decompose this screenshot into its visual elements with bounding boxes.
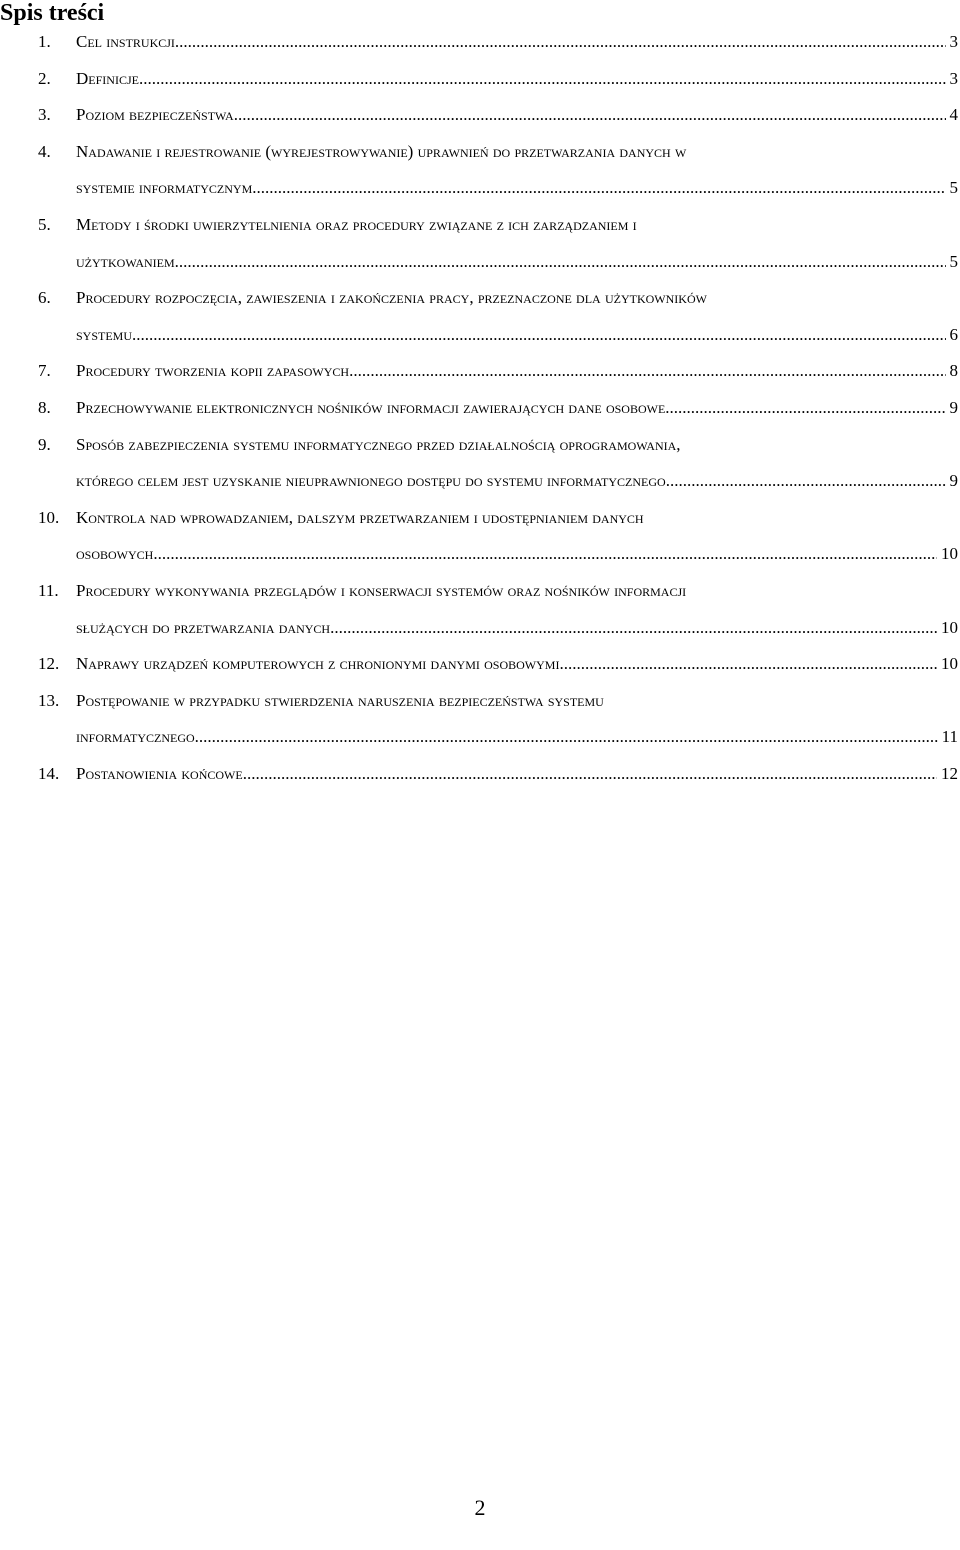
toc-entry-line — [0, 427, 960, 464]
toc-entry-page: 8 — [949, 361, 958, 381]
toc-dot-leader — [234, 97, 946, 134]
toc-entry[interactable] — [0, 500, 960, 573]
toc-entry[interactable] — [0, 134, 960, 207]
toc-entry-number: 4. — [38, 141, 51, 161]
toc-dot-leader — [252, 170, 945, 207]
toc-entry-title: Postanowienia końcowe — [76, 763, 243, 783]
toc-entry-line — [0, 97, 960, 134]
toc-entry-page: 10 — [941, 617, 958, 637]
table-of-contents — [0, 24, 960, 792]
page-number: 2 — [474, 1495, 486, 1520]
toc-entry-title: Cel instrukcji — [76, 32, 175, 51]
toc-entry-number: 10. — [38, 507, 60, 527]
toc-dot-leader — [243, 756, 937, 793]
toc-entry-page: 10 — [941, 654, 958, 674]
toc-entry-line — [0, 463, 960, 500]
toc-entry-number: 8. — [38, 397, 51, 417]
toc-entry-title: Procedury tworzenia kopii zapasowych — [76, 361, 350, 381]
toc-entry-title: Procedury wykonywania przeglądów i konserwacji systemów oraz nośników informacji — [76, 580, 687, 600]
toc-entry-number: 13. — [38, 690, 60, 710]
toc-dot-leader — [175, 24, 946, 61]
toc-entry-line — [0, 756, 960, 793]
toc-entry-title: Definicje — [76, 68, 139, 88]
toc-entry[interactable] — [0, 683, 960, 756]
toc-entry[interactable] — [0, 353, 960, 390]
toc-entry-page: 12 — [941, 763, 958, 783]
toc-entry-number: 14. — [38, 763, 60, 783]
toc-entry-line — [0, 719, 960, 756]
toc-entry-number: 5. — [38, 214, 51, 234]
toc-entry-number: 1. — [38, 32, 51, 51]
toc-entry-line — [0, 390, 960, 427]
toc-dot-leader — [139, 61, 946, 98]
toc-entry-title: systemu — [76, 324, 133, 344]
toc-entry-line — [0, 683, 960, 720]
toc-entry[interactable] — [0, 390, 960, 427]
toc-entry-line — [0, 610, 960, 647]
toc-dot-leader — [153, 536, 937, 573]
toc-entry-page: 10 — [941, 544, 958, 564]
toc-entry-title: którego celem jest uzyskanie nieuprawnionego dostępu do systemu informatycznego — [76, 471, 666, 491]
toc-entry-page: 6 — [949, 324, 958, 344]
toc-dot-leader — [330, 610, 937, 647]
toc-entry[interactable] — [0, 207, 960, 280]
toc-entry-page: 5 — [949, 178, 958, 198]
toc-entry-page: 9 — [949, 471, 958, 491]
toc-entry-line — [0, 61, 960, 98]
toc-entry-number: 3. — [38, 105, 51, 125]
toc-entry-number: 7. — [38, 361, 51, 381]
toc-entry-title: użytkowaniem — [76, 251, 175, 271]
toc-entry-number: 6. — [38, 288, 51, 308]
toc-entry-title: Procedury rozpoczęcia, zawieszenia i zakończenia pracy, przeznaczone dla użytkowników — [76, 288, 707, 308]
toc-entry-title: systemie informatycznym — [76, 178, 253, 198]
toc-dot-leader — [666, 463, 946, 500]
toc-entry[interactable] — [0, 24, 960, 61]
toc-entry-title: Sposób zabezpieczenia systemu informatycznego przed działalnością oprogramowania, — [76, 434, 681, 454]
toc-dot-leader — [195, 719, 938, 756]
toc-entry-page: 3 — [949, 32, 958, 51]
toc-entry-title: Naprawy urządzeń komputerowych z chronionymi danymi osobowymi — [76, 654, 560, 674]
toc-entry-title: Postępowanie w przypadku stwierdzenia naruszenia bezpieczeństwa systemu — [76, 690, 604, 710]
toc-entry[interactable] — [0, 573, 960, 646]
toc-entry-number: 11. — [38, 580, 59, 600]
toc-entry[interactable] — [0, 427, 960, 500]
toc-entry-line — [0, 244, 960, 281]
toc-entry-page: 5 — [949, 251, 958, 271]
toc-entry-line — [0, 353, 960, 390]
toc-dot-leader — [175, 244, 946, 281]
toc-entry-line — [0, 536, 960, 573]
toc-entry[interactable] — [0, 646, 960, 683]
toc-entry-line — [0, 500, 960, 537]
toc-entry-page: 11 — [941, 727, 958, 747]
toc-dot-leader — [349, 353, 945, 390]
toc-entry-line — [0, 170, 960, 207]
toc-entry-title: Nadawanie i rejestrowanie (wyrejestrowywanie) uprawnień do przetwarzania danych w — [76, 141, 687, 161]
toc-entry[interactable] — [0, 756, 960, 793]
toc-entry-line — [0, 24, 960, 61]
toc-entry-title: Przechowywanie elektronicznych nośników informacji zawierających dane osobowe — [76, 397, 666, 417]
toc-entry-line — [0, 573, 960, 610]
toc-entry-number: 9. — [38, 434, 51, 454]
toc-entry-title: Metody i środki uwierzytelnienia oraz procedury związane z ich zarządzaniem i — [76, 214, 637, 234]
toc-entry-title: informatycznego — [76, 727, 195, 747]
toc-dot-leader — [132, 317, 945, 354]
toc-entry-page: 9 — [949, 397, 958, 417]
toc-entry[interactable] — [0, 61, 960, 98]
toc-entry-title: służących do przetwarzania danych — [76, 617, 331, 637]
toc-entry-number: 12. — [38, 654, 60, 674]
toc-entry-title: osobowych — [76, 544, 154, 564]
toc-entry-title: Kontrola nad wprowadzaniem, dalszym przetwarzaniem i udostępnianiem danych — [76, 507, 644, 527]
toc-entry-page: 4 — [949, 105, 958, 125]
toc-entry-line — [0, 317, 960, 354]
toc-dot-leader — [665, 390, 945, 427]
toc-entry[interactable] — [0, 280, 960, 353]
toc-entry-line — [0, 646, 960, 683]
toc-entry-title: Poziom bezpieczeństwa — [76, 105, 234, 125]
toc-entry-line — [0, 207, 960, 244]
toc-entry[interactable] — [0, 97, 960, 134]
toc-entry-line — [0, 280, 960, 317]
page-title: Spis treści — [0, 0, 105, 26]
toc-dot-leader — [559, 646, 937, 683]
toc-entry-line — [0, 134, 960, 171]
toc-entry-number: 2. — [38, 68, 51, 88]
toc-entry-page: 3 — [949, 68, 958, 88]
